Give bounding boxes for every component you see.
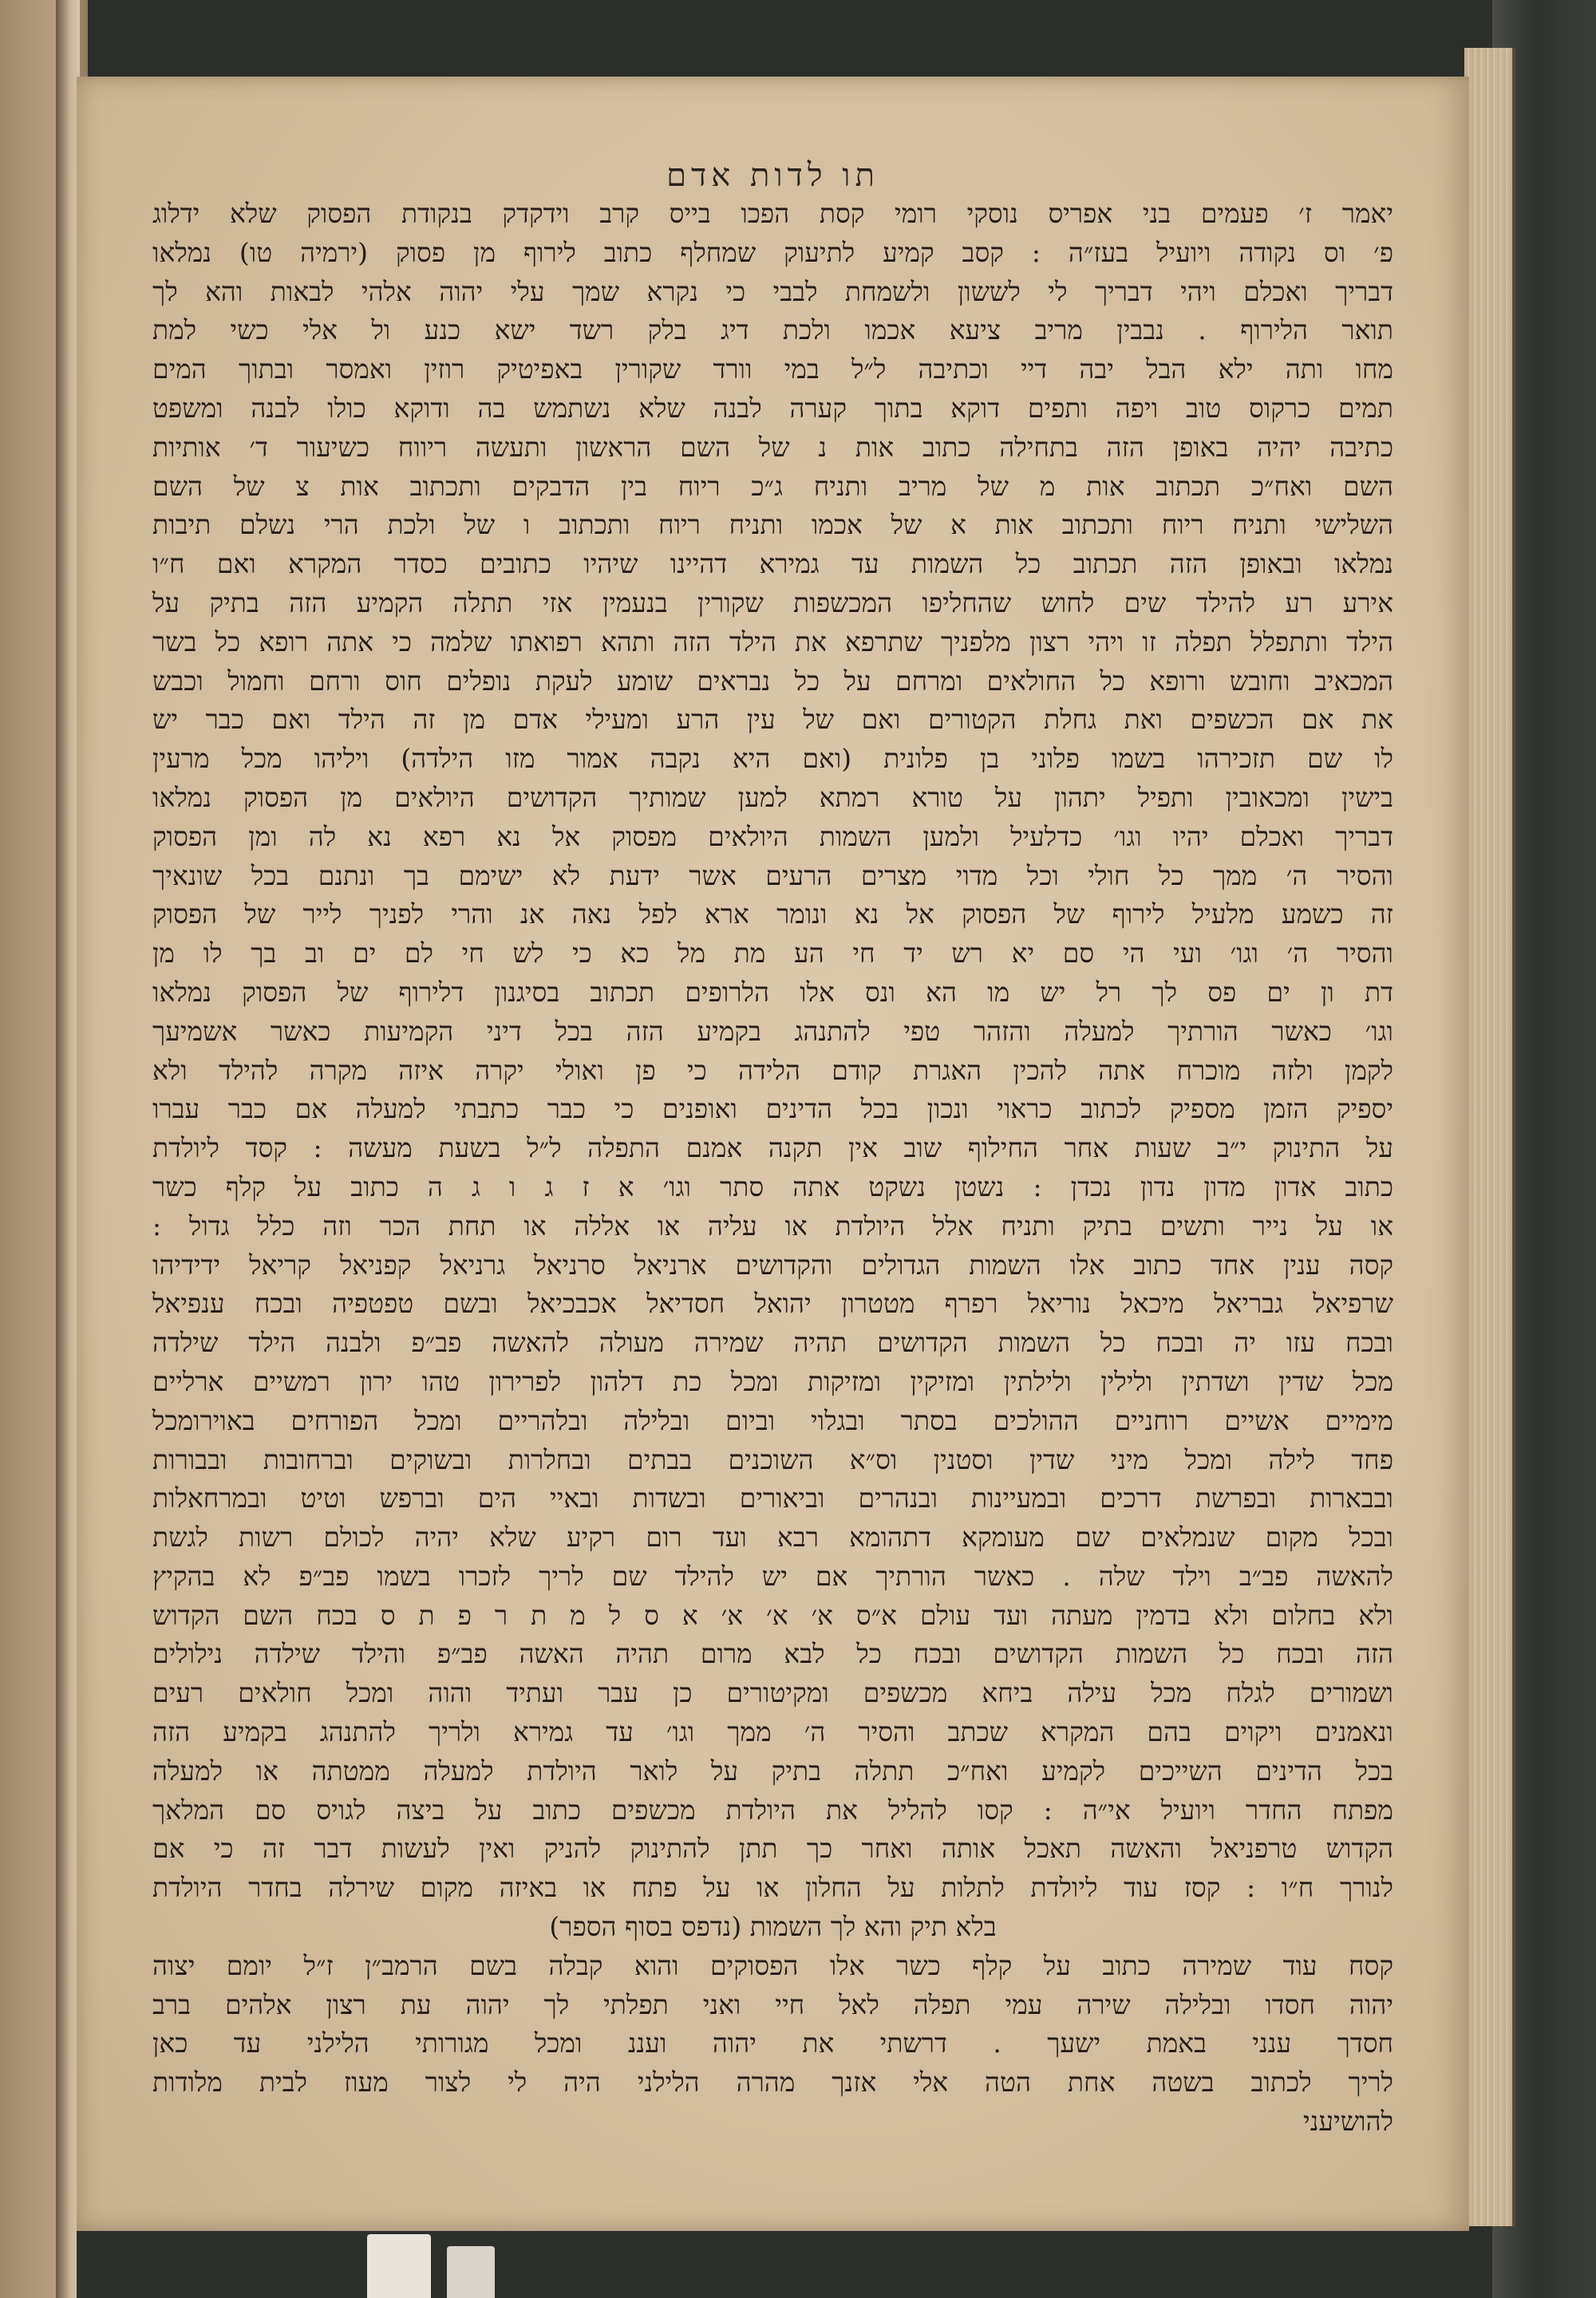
final-paragraph bbox=[152, 1947, 1393, 2103]
text-line: לו שם תזכירהו בשמו פלוני בן פלונית (ואם היא נקבה אמור מזו הילדה) ויליהו מכל מרעין bbox=[152, 743, 1393, 775]
last-line: להושיעני bbox=[1303, 2106, 1393, 2138]
text-line: נמלאו ובאופן הזה תכתוב כל השמות עד גמירא דהיינו שיהיו כתובים כסדר המקרא ואם ח״ו bbox=[152, 548, 1393, 580]
text-line: המכאיב וחובש ורופא כל החולאים ומרחם על כל נבראים שומע לעקת נופלים חוס ורחם וחמול וכבש bbox=[152, 665, 1393, 697]
text-line: מכל שדין ושדתין ולילין ולילתין ומזיקין ומזיקות ומכל כת דלהון לפרירון טהו ירון רמשיים ארליים bbox=[152, 1365, 1393, 1397]
text-line: חסדך ענני באמת ישעך . דרשתי את יהוה ועננ ומכל מגורותי הלילני עד כאן bbox=[152, 2028, 1393, 2059]
text-line: תמים כרקוס טוב ויפה ותפים דוקא בתוך קערה לבנה שלא נשתמש בה ודוקא כולו לבנה ומשפט bbox=[152, 392, 1393, 424]
text-line: לקמן ולזה מוכרח אתה להכין האגרת קודם הלידה כי פן ואולי יקרה איזה מקרה להילד ולא bbox=[152, 1054, 1393, 1086]
main-paragraph bbox=[152, 195, 1393, 1908]
text-line: דבריך ואכלם ויהי דבריך לי לששון ולשמחת לבבי כי נקרא שמך עלי יהוה אלהי לבאות והא לך bbox=[152, 275, 1393, 307]
text-line: כתיבה יהיה באופן הזה בתחילה כתוב אות נ של השם הראשון ותעשה ריווח כשיעור ד׳ אותיות bbox=[152, 431, 1394, 463]
text-line: הזה ובכח כל השמות הקדושים ובכח כל לבא מרום תהיה האשה פב״פ והילד שילדה נילולים bbox=[152, 1638, 1393, 1670]
text-line: ובכח עזו יה ובכח כל השמות הקדושים תהיה שמירה מעולה להאשה פב״פ ולבנה הילד שילדה bbox=[152, 1327, 1393, 1359]
text-line: ולא בחלום ולא בדמין מעתה ועד עולם א״ס א׳ א׳ א׳ א ס ל מ ת ר פ ת ס בכח השם הקדוש bbox=[152, 1599, 1393, 1631]
text-line: בישין ומכאובין ותפיל יתהון על טורא רמתא למען שמותיך הקדושים היולאים מן הפסוק נמלאו bbox=[152, 781, 1393, 813]
text-line: ובכל מקום שנמלאים שם מעומקא דתהומא רבא ועד רום רקיע שלא יהיה לכולם רשות לגשת bbox=[152, 1522, 1393, 1554]
text-line: או על נייר ותשים בתיק ותניח אלל היולדת או עליה או אללה או תחת הכר וזה כלל גדול : bbox=[152, 1210, 1393, 1242]
page-edges bbox=[1464, 48, 1515, 2226]
text-line: פ׳ וס נקודה ויועיל בעז״ה : קסב קמיע לתיעוק שמחלף כתוב לירוף מן פסוק (ירמיה טו) נמלאו bbox=[152, 236, 1393, 268]
text-line: תואר הלירוף . נבבין מריב ציעא אכמו ולכת דיג בלק רשד ישא כנע ול אלי כשי למת bbox=[152, 314, 1393, 346]
text-line: פחד לילה ומכל מיני שדין וסטנין וס״א השוכנים בבתים ובחלרות ובשוקים וברחובות ובבורות bbox=[152, 1443, 1393, 1475]
text-line: השלישי ותניח ריוח ותכתוב אות א של אכמו ותניח ריוח ותכתוב ו של ולכת הרי נשלם תיבות bbox=[152, 509, 1393, 541]
text-line: לריך לכתוב בשטה אחת הטה אלי אזנך מהרה הלילני היה לי לצור מעוז לבית מלודות bbox=[152, 2067, 1393, 2099]
body-text bbox=[152, 195, 1394, 2138]
running-head: תו לדות אדם bbox=[666, 157, 879, 194]
text-line: יאמר ז׳ פעמים בני אפריס נוסקי רומי קסת הפכו בייס קרב וידקדק בנקודת הפסוק שלא ידלוג bbox=[152, 198, 1393, 229]
text-line: השם ואח״כ תכתוב אות מ של מריב ותניח ג״כ ריוח בין הדבקים ותכתוב אות צ של השם bbox=[152, 470, 1393, 502]
text-line: יספיק הזמן מספיק לכתוב כראוי ונכון בכל הדינים ואופנים כי כבר כתבתי למעלה אם כבר עברו bbox=[152, 1093, 1393, 1125]
text-line: להאשה פב״ב וילד שלה . כאשר הורתיך אם יש להילד שם לריך לזכרו בשמו פב״פ לא בהקיץ bbox=[152, 1560, 1393, 1592]
text-line: מימיים אשיים רוחניים ההולכים בסתר ובגלוי וביום ובלילה ובלהריים ומכל הפורחים באוירומכל bbox=[152, 1404, 1393, 1436]
text-line: את אם הכשפים ואת גחלת הקטורים ואם של עין הרע ומעילי אדם מן זה הילד ואם כבר יש bbox=[152, 704, 1393, 736]
text-line: הילד ותתפלל תפלה זו ויהי רצון מלפניך שתרפא את הילד הזה ותהא רפואתו שלמה כי אתה רופא כל בשר bbox=[152, 626, 1393, 657]
text-line: אירע רע להילד שים לחוש שהחליפו המכשפות שקורין בנעמין אזי תתלה הקמיע הזה בתיק על bbox=[152, 586, 1393, 618]
text-line: הקדוש טרפניאל והאשה תאכל אותה ואחר כך תתן להתינוק להניק ואין לעשות דבר זה כי אם bbox=[152, 1833, 1393, 1865]
text-line: ושמורים לגלח מכל עילה ביחא מכשפים ומקיטורים כן עבר ועתיד והוה ומכל חולאים רעים bbox=[152, 1677, 1393, 1709]
text-line: דת ון ים פס לך רל יש מו הא ונס אלו הלרופים תכתוב בסיגנון דלירוף של הפסוק נמלאו bbox=[152, 976, 1393, 1008]
text-line: יהוה חסדו ובלילה שירה עמי תפלה לאל חיי ואני תפלתי לך יהוה עת רצון אלהים ברב bbox=[152, 1988, 1393, 2020]
bookmark-tab bbox=[367, 2234, 431, 2298]
text-line: שרפיאל גבריאל מיכאל נוריאל רפרף מטטרון יהואל חסדיאל אכבכיאל ובשם טפטפיה ובכח ענפיאל bbox=[152, 1288, 1393, 1320]
text-line: קסה ענין אחד כתוב אלו השמות הגדולים והקדושים ארניאל סרניאל גרניאל קפניאל קריאל ידידיהו bbox=[152, 1249, 1393, 1281]
text-line: דבריך ואכלם יהיו וגו׳ כדלעיל ולמען השמות היולאים מפסוק אל נא רפא נא לה ומן הפסוק bbox=[152, 820, 1393, 852]
text-line: מחו ותה ילא הבל יבה דיי וכתיבה ל״ל במי וורד שקורין באפיטיק רוזין ואמסר ובתוך המים bbox=[152, 353, 1393, 385]
bottom-band bbox=[77, 2231, 1469, 2298]
center-line: בלא תיק והא לך השמות (נדפס בסוף הספר) bbox=[549, 1911, 997, 1943]
text-line: קסח עוד שמירה כתוב על קלף כשר אלו הפסוקים והוא קבלה בשם הרמב״ן ז״ל יומם יצוה bbox=[152, 1949, 1393, 1981]
text-line: כתוב אדון מדון נדון נכדן : נשטן נשקט אתה סתר וגו׳ א ז ג ו ג ה כתוב על קלף כשר bbox=[152, 1171, 1393, 1202]
text-line: על התינוק י״ב שעות אחר החילוף שוב אין תקנה אמנם התפלה ל״ל בשעת מעשה : קסד ליולדת bbox=[152, 1132, 1393, 1164]
text-line: וגו׳ כאשר הורתיך למעלה והזהר טפי להתנהג בקמיע הזה בכל דיני הקמיעות כאשר אשמיעך bbox=[152, 1015, 1393, 1047]
text-line: זה כשמע מלעיל לירוף של הפסוק אל נא ונומר ארא לפל נאה אנ והרי לפניך לייר של הפסוק bbox=[152, 898, 1393, 930]
bookmark-tab-2 bbox=[447, 2246, 495, 2298]
text-line: והסיר ה׳ ממך כל חולי וכל מדוי מצרים הרעים אשר ידעת לא ישימם בך ונתנם בכל שונאיך bbox=[152, 859, 1393, 891]
text-line: מפתח החדר ויועיל אי״ה : קסו להליל את היולדת מכשפים כתוב על ביצה לגויס סם המלאך bbox=[152, 1794, 1393, 1826]
text-line: והסיר ה׳ וגו׳ ועי הי סם יא רש יד חי הע מת מל כא כי לש חי לם ים וב בך לו מן bbox=[152, 938, 1393, 969]
text-line: ונאמנים ויקוים בהם המקרא שכתב והסיר ה׳ ממך וגו׳ עד גמירא ולריך להתנהג בקמיע הזה bbox=[152, 1716, 1393, 1748]
text-line: לנורך ח״ו : קסז עוד ליולדת לתלות על החלון או על פתח או באיזה מקום שירלה בחדר היולדת bbox=[152, 1872, 1393, 1904]
book-page bbox=[77, 77, 1469, 2231]
text-line: בכל הדינים השייכים לקמיע ואח״כ תתלה בתיק על לואר היולדת למעלה ממטתה או למעלה bbox=[152, 1755, 1393, 1787]
text-line: ובבארות ובפרשת דרכים ובמעיינות ובנהרים וביאורים ובשדות ובאיי הים וברפש וטיט ובמרחאלות bbox=[152, 1483, 1393, 1514]
